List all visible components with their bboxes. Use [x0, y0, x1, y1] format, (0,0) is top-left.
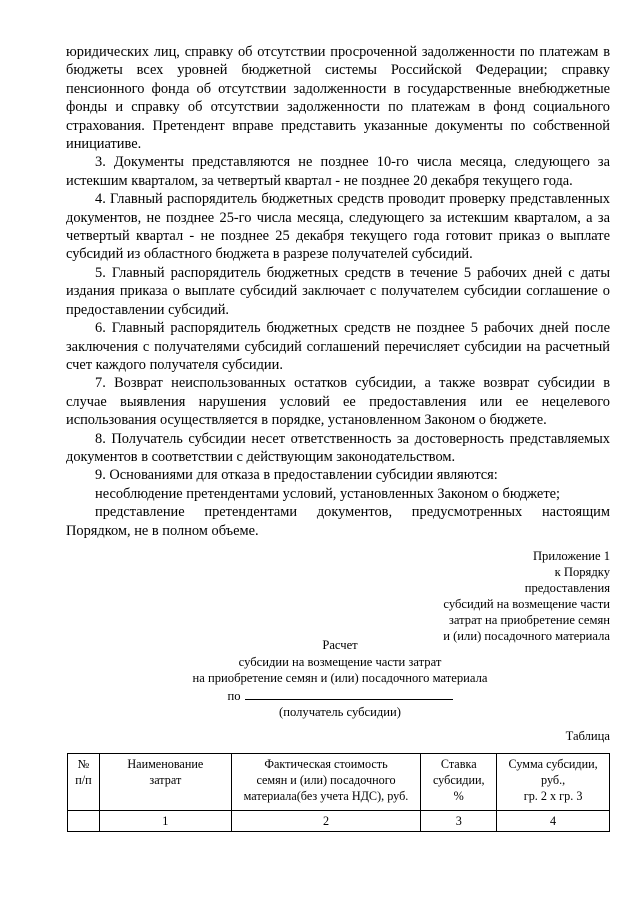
- table-row: [68, 811, 610, 832]
- appendix-line: затрат на приобретение семян: [448, 613, 610, 627]
- column-number-cell: 3: [421, 811, 497, 832]
- paragraph-3: 5. Главный распорядитель бюджетных средств в течение 5 рабочих дней с даты издания приказа о выплате субсидий заключает с получателем субсидии соглашение о предоставлении субсидий.: [66, 264, 610, 318]
- paragraph-0: юридических лиц, справку об отсутствии просроченной задолженности по платежам в бюджеты всех уровней бюджетной системы Российской Федерации; справку пенсионного фонда об отсутствии задолженности в государственные внебюджетные фонды и справку об отсутствии задолженности по платежам в фонд социального страхования. Претендент вправе представить указанные документы по собственной инициативе.: [66, 44, 610, 153]
- header-subsidy-amount: [497, 754, 610, 811]
- paragraph-2: 4. Главный распорядитель бюджетных средств проводит проверку представленных документов, не позднее 25-го числа месяца, следующего за истекшим кварталом, а за четвертый квартал - не позднее 25 декабря текущего года готовит приказ о выплате субсидий из областного бюджета в разрезе получателей субсидий.: [66, 191, 610, 263]
- body-text: [66, 43, 610, 540]
- recipient-row: [150, 687, 530, 705]
- column-number-cell: 4: [497, 811, 610, 832]
- appendix-line: и (или) посадочного материала: [443, 629, 610, 643]
- header-subsidy-rate-text: Ставка субсидии, %: [432, 757, 485, 803]
- paragraph-7: 9. Основаниями для отказа в предоставлении субсидии являются:: [95, 467, 498, 484]
- appendix-reference: [310, 548, 610, 644]
- paragraph-4: 6. Главный распорядитель бюджетных средств не позднее 5 рабочих дней после заключения с получателями субсидий соглашений перечисляет субсидии на расчетный счет каждого получателя субсидии.: [66, 320, 610, 373]
- calculation-heading: [150, 637, 530, 721]
- header-number: [68, 754, 100, 811]
- paragraph-6: 8. Получатель субсидии несет ответственность за достоверность представляемых документов в соответствии с действующим законодательством.: [66, 430, 610, 465]
- paragraph-5: 7. Возврат неиспользованных остатков субсидии, а также возврат субсидии в случае выявления нарушения условий ее предоставления или ее нецелевого использования осуществляется в порядке, установленном Законом о бюджете.: [66, 375, 610, 429]
- table-label: Таблица: [565, 729, 610, 743]
- recipient-blank-line: [245, 687, 453, 700]
- paragraph-1: 3. Документы представляются не позднее 10-го числа месяца, следующего за истекшим кварталом, за четвертый квартал - не позднее 20 декабря текущего года.: [66, 154, 610, 189]
- header-cost-name: [99, 754, 231, 811]
- subsidy-table: [67, 753, 610, 832]
- appendix-line: предоставления: [524, 581, 610, 595]
- appendix-line: Приложение 1: [532, 549, 610, 563]
- appendix-line: субсидий на возмещение части: [443, 597, 610, 611]
- paragraph-8: несоблюдение претендентами условий, установленных Законом о бюджете;: [95, 485, 560, 502]
- appendix-line: к Порядку: [554, 565, 610, 579]
- header-actual-cost: [231, 754, 421, 811]
- header-cost-name-text: Наименование затрат: [127, 757, 204, 787]
- header-subsidy-amount-text: Сумма субсидии, руб., гр. 2 х гр. 3: [508, 757, 598, 803]
- table-header-row: [68, 754, 610, 811]
- column-number-cell: [68, 811, 100, 832]
- column-number-cell: 1: [99, 811, 231, 832]
- header-subsidy-rate: [421, 754, 497, 811]
- recipient-caption: (получатель субсидии): [279, 705, 401, 719]
- calculation-line-2: на приобретение семян и (или) посадочного материала: [192, 671, 488, 685]
- calculation-title: Расчет: [322, 638, 358, 652]
- paragraph-9: представление претендентами документов, предусмотренных настоящим Порядком, не в полном объеме.: [66, 504, 610, 539]
- header-number-text: № п/п: [75, 757, 92, 787]
- header-actual-cost-text: Фактическая стоимость семян и (или) посадочного материала(без учета НДС), руб.: [243, 757, 409, 803]
- recipient-prefix: по: [227, 688, 241, 703]
- column-number-cell: 2: [231, 811, 421, 832]
- calculation-line-1: субсидии на возмещение части затрат: [238, 654, 442, 669]
